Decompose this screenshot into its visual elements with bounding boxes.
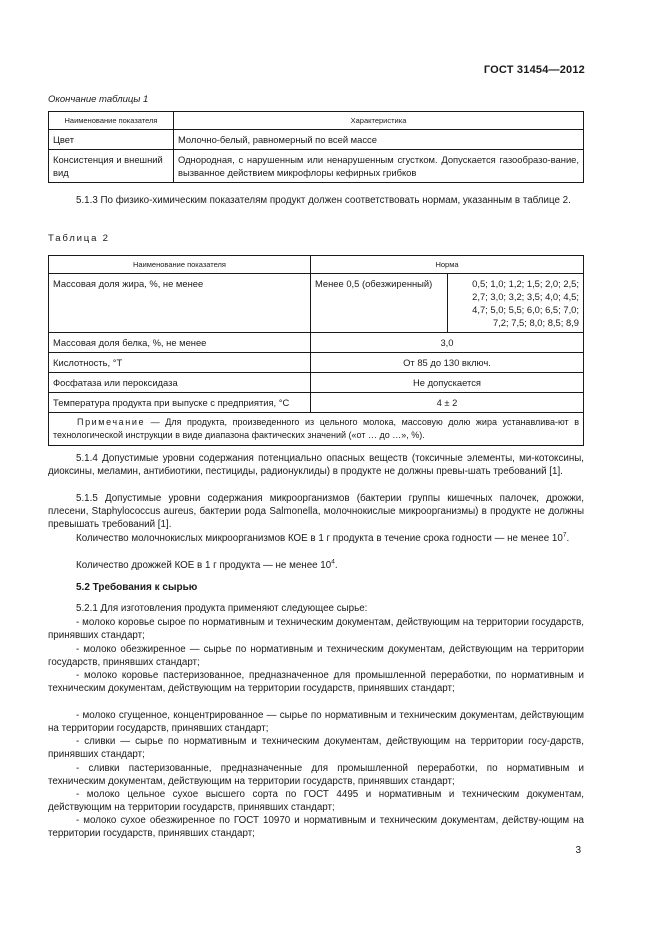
fat-values-line: 0,5; 1,0; 1,2; 1,5; 2,0; 2,5; — [472, 278, 579, 289]
lactic-exponent: 7 — [562, 531, 567, 539]
table-row — [49, 130, 584, 150]
table1 — [48, 111, 584, 183]
table1-col-characteristic: Характеристика — [174, 112, 584, 130]
yeast-exponent: 4 — [331, 558, 335, 566]
table2-fat-skim: Менее 0,5 (обезжиренный) — [311, 274, 448, 333]
table2-note-row — [49, 413, 584, 446]
list-item: - молоко коровье пастеризованное, предназначенное для промышленной переработки, по нормативным и техническим документам, действующим на территории государств, принявших стандарт; — [48, 670, 584, 695]
table2-protein-value: 3,0 — [311, 333, 584, 353]
paragraph-5-2-1: 5.2.1 Для изготовления продукта применяют следующее сырье: — [76, 603, 368, 614]
table-row — [49, 393, 584, 413]
table-row — [49, 150, 584, 183]
table2-phosphatase-value: Не допускается — [311, 373, 584, 393]
fat-values-line: 2,7; 3,0; 3,2; 3,5; 4,0; 4,5; — [472, 291, 579, 302]
table-row — [49, 274, 584, 333]
lactic-text: Количество молочнокислых микроорганизмов КОЕ в 1 г продукта в течение срока годности — не менее 10 — [76, 533, 563, 544]
table2-acidity-value: От 85 до 130 включ. — [311, 353, 584, 373]
table2-phosphatase-name: Фосфатаза или пероксидаза — [49, 373, 311, 393]
yeast-text: Количество дрожжей КОЕ в 1 г продукта — не менее 10 — [76, 560, 332, 571]
table2-col-norm: Норма — [311, 256, 584, 274]
table-row — [49, 353, 584, 373]
list-item: - сливки — сырье по нормативным и техническим документам, действующим на территории госу-дарств, принявших стандарт; — [48, 736, 584, 761]
table2-fat-name: Массовая доля жира, %, не менее — [49, 274, 311, 333]
fat-values-line: 4,7; 5,0; 5,5; 6,0; 6,5; 7,0; — [472, 304, 579, 315]
list-item: - молоко коровье сырое по нормативным и техническим документам, действующим на территории государств, принявших стандарт; — [48, 617, 584, 642]
list-item: - сливки пастеризованные, предназначенные для промышленной переработки, по нормативным и техническим документам, действующим на территории государств, принявших стандарт; — [48, 763, 584, 788]
note-label: Примечание — [77, 417, 146, 427]
yeast-end: . — [334, 560, 338, 571]
table1-row-value: Молочно-белый, равномерный по всей массе — [174, 130, 584, 150]
table2 — [48, 255, 584, 446]
paragraph-5-1-5: 5.1.5 Допустимые уровни содержания микроорганизмов (бактерии группы кишечных палочек, дрожжи, плесени, Staphylococcus aureus, бактерии рода Salmonella, молочнокислые микроорганизмы) в продукте не должны превышать требований [1]. — [48, 493, 584, 531]
list-item: - молоко обезжиренное — сырье по нормативным и техническим документам, действующим на территории государств, принявших стандарт; — [48, 644, 584, 669]
table2-temperature-value: 4 ± 2 — [311, 393, 584, 413]
table2-caption: Таблица 2 — [48, 233, 110, 244]
paragraph-5-1-4: 5.1.4 Допустимые уровни содержания потенциально опасных веществ (токсичные элементы, ми-котоксины, диоксины, меламин, антибиотики, пестициды, радионуклиды) в продукте не должны превы-шать требований [1]. — [48, 453, 584, 478]
table1-row-value: Однородная, с нарушенным или ненарушенным сгустком. Допускается газообразо-вание, вызванное действием микрофлоры кефирных грибков — [174, 150, 584, 183]
note-text: — Для продукта, произведенного из цельного молока, массовую долю жира устанавлива-ют в технологической инструкции в виде диапазона фактических значений («от … до …», %). — [53, 417, 579, 440]
table1-row-name: Консистенция и внешний вид — [49, 150, 174, 183]
paragraph-5-1-3: 5.1.3 По физико-химическим показателям продукт должен соответствовать нормам, указанным в таблице 2. — [76, 195, 571, 206]
fat-values-line: 7,2; 7,5; 8,0; 8,5; 8,9 — [492, 317, 579, 328]
table2-note — [49, 413, 584, 446]
table1-row-name: Цвет — [49, 130, 174, 150]
table1-col-name: Наименование показателя — [49, 112, 174, 130]
table2-fat-values — [448, 274, 584, 333]
table1-header-row — [49, 112, 584, 130]
table2-temperature-name: Температура продукта при выпуске с предприятия, °С — [49, 393, 311, 413]
table-row — [49, 333, 584, 353]
paragraph-yeast — [48, 559, 584, 572]
section-title-5-2: 5.2 Требования к сырью — [76, 582, 198, 593]
table-row — [49, 373, 584, 393]
list-item: - молоко сухое обезжиренное по ГОСТ 10970 и нормативным и техническим документам, действу-ющим на территории государств, принявших стандарт; — [48, 815, 584, 840]
list-item: - молоко цельное сухое высшего сорта по ГОСТ 4495 и нормативным и техническим документам, действующим на территории государств, принявших стандарт; — [48, 789, 584, 814]
page-number: 3 — [575, 845, 581, 856]
table2-header-row — [49, 256, 584, 274]
lactic-end: . — [566, 533, 570, 544]
table2-col-name: Наименование показателя — [49, 256, 311, 274]
paragraph-lactic — [48, 532, 584, 545]
table2-protein-name: Массовая доля белка, %, не менее — [49, 333, 311, 353]
standard-code: ГОСТ 31454—2012 — [483, 64, 585, 76]
table2-acidity-name: Кислотность, °Т — [49, 353, 311, 373]
table1-caption: Окончание таблицы 1 — [48, 94, 149, 105]
list-item: - молоко сгущенное, концентрированное — сырье по нормативным и техническим документам, действующим на территории государств, принявших стандарт; — [48, 710, 584, 735]
